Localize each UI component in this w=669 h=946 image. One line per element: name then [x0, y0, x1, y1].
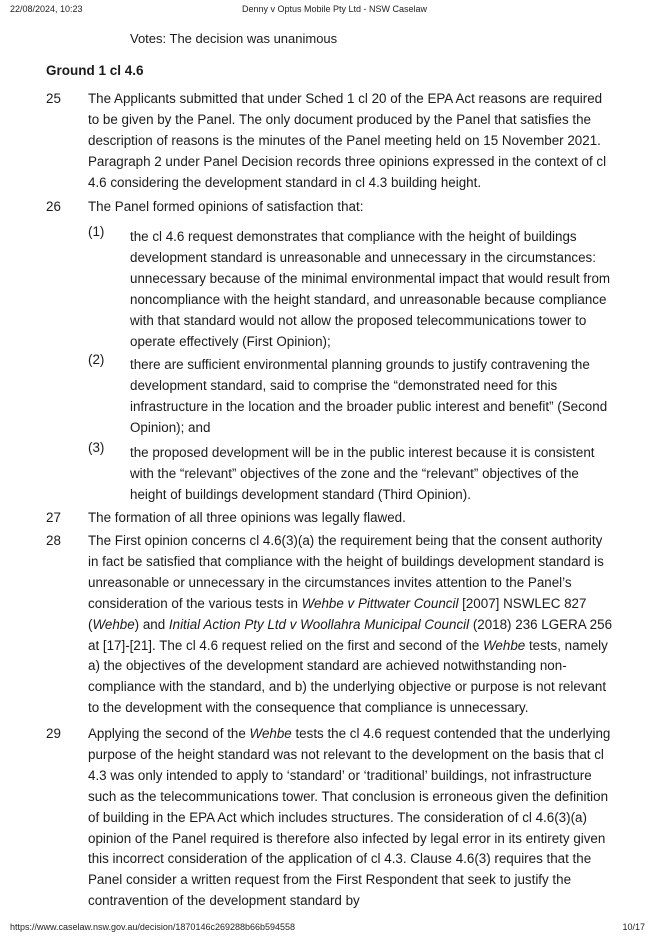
- paragraph-text: The Applicants submitted that under Sched 1 cl 20 of the EPA Act reasons are required to be given by the Panel. The only document produced by the Panel that satisfies the description of reasons is the minutes of the Panel meeting held on 15 November 2021. Paragraph 2 under Panel Decision records three opinions expressed in the context of cl 4.6 considering the development standard in cl 4.3 building height.: [88, 91, 607, 190]
- print-page-title: Denny v Optus Mobile Pty Ltd - NSW Caselaw: [241, 4, 428, 14]
- case-short-name: Wehbe: [92, 616, 135, 632]
- list-item-text: the cl 4.6 request demonstrates that compliance with the height of buildings development standard is unreasonable and unnecessary in the circumstances: unnecessary because of the minimal environmental impact that would result from noncompliance with the height standard, and unreasonable because compliance with that standard would not allow the proposed telecommunications tower to operate effectively (First Opinion);: [130, 229, 611, 349]
- paragraph-text: The First opinion concerns cl 4.6(3)(a) the requirement being that the consent authority in fact be satisfied that compliance with the height of buildings development standard is unreasonable or unnecessary in the circumstances invites attention to the Panel’s consideration of the various tests in Wehbe v Pittwater Council [2007] NSWLEC 827 (Wehbe) and Initial Action Pty Ltd v Woollahra Municipal Council (2018) 236 LGERA 256 at [17]-[21]. The cl 4.6 request relied on the first and second of the Wehbe tests, namely a) the objectives of the development standard are achieved notwithstanding non-compliance with the standard, and b) the underlying objective or purpose is not relevant to the development with the consequence that compliance is unnecessary.: [88, 533, 613, 716]
- paragraph-number: 29: [46, 726, 61, 741]
- case-citation: Wehbe v Pittwater Council: [301, 595, 459, 611]
- paragraph-number: 25: [46, 91, 61, 106]
- list-item: [88, 440, 616, 506]
- paragraph-number: 28: [46, 533, 61, 548]
- print-url: https://www.caselaw.nsw.gov.au/decision/1870146c269288b66b594558: [10, 922, 296, 932]
- list-item: [88, 352, 616, 439]
- paragraph-number: 26: [46, 199, 61, 214]
- paragraph-text: The Panel formed opinions of satisfaction that:: [88, 199, 364, 214]
- paragraph-26: [46, 197, 616, 218]
- paragraph-28: [46, 531, 616, 719]
- case-citation: Initial Action Pty Ltd v Woollahra Municipal Council: [168, 616, 470, 632]
- paragraph-text: Applying the second of the Wehbe tests the cl 4.6 request contended that the underlying purpose of the height standard was not relevant to the development on the basis that cl 4.3 was only intended to apply to ‘standard’ or ‘traditional’ buildings, not infrastructure such as the telecommunications tower. That conclusion is erroneous given the definition of building in the EPA Act which includes structures. The consideration of cl 4.6(3)(a) opinion of the Panel required is therefore also infected by legal error in its entirety given this incorrect consideration of the application of cl 4.3. Clause 4.6(3) requires that the Panel consider a written request from the First Respondent that seek to justify the contravention of the development standard by: [88, 726, 611, 909]
- paragraph-29: [46, 724, 616, 912]
- list-item-text: there are sufficient environmental planning grounds to justify contravening the development standard, said to comprise the “demonstrated need for this infrastructure in the location and the broader public interest and benefit” (Second Opinion); and: [130, 357, 608, 435]
- list-item: [88, 224, 616, 352]
- section-heading: Ground 1 cl 4.6: [46, 63, 144, 78]
- print-datetime: 22/08/2024, 10:23: [10, 4, 83, 14]
- list-item-number: (3): [88, 440, 105, 455]
- paragraph-number: 27: [46, 510, 61, 525]
- list-item-number: (2): [88, 352, 105, 367]
- case-short-name: Wehbe: [483, 637, 526, 653]
- print-page-number: 10/17: [622, 922, 645, 932]
- votes-line: Votes: The decision was unanimous: [130, 31, 338, 46]
- paragraph-27: [46, 508, 616, 529]
- case-short-name: Wehbe: [249, 726, 292, 741]
- list-item-number: (1): [88, 224, 105, 239]
- list-item-text: the proposed development will be in the public interest because it is consistent with the “relevant” objectives of the zone and the “relevant” objectives of the height of buildings development standard (Third Opinion).: [130, 445, 595, 502]
- paragraph-25: [46, 89, 616, 194]
- paragraph-text: The formation of all three opinions was legally flawed.: [88, 510, 406, 525]
